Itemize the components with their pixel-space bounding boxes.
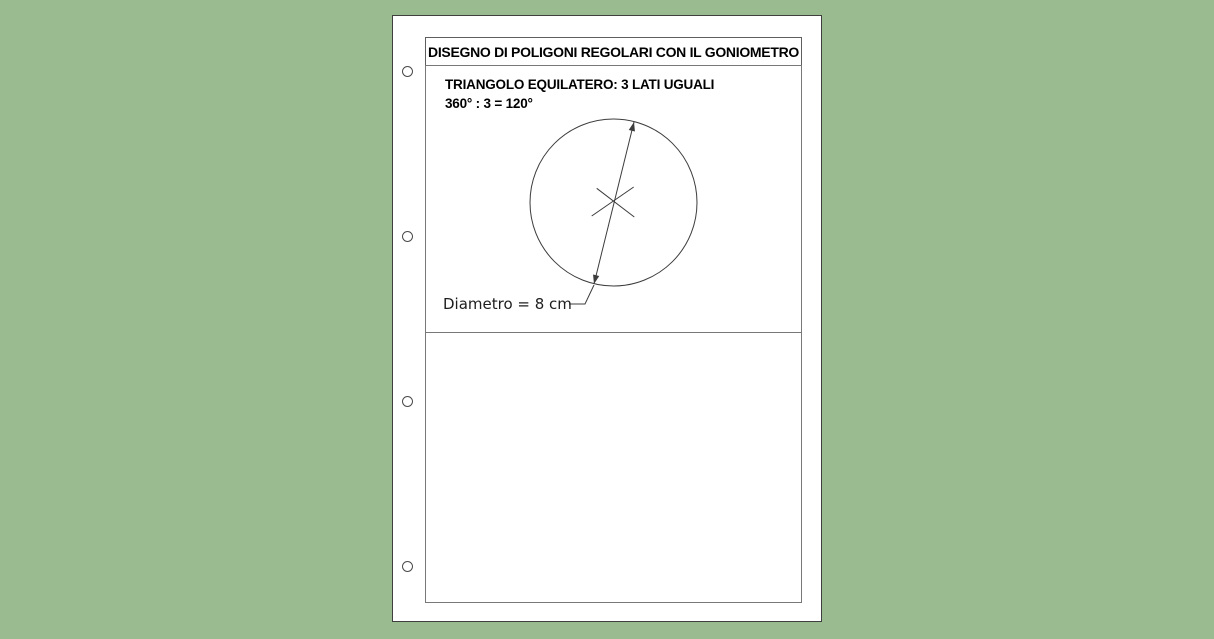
punch-hole [402,561,413,572]
section-empty-box [425,332,802,603]
worksheet-title: DISEGNO DI POLIGONI REGOLARI CON IL GONIOMETRO [428,43,799,60]
worksheet-page [392,15,822,622]
diameter-label: Diametro = 8 cm [443,295,572,313]
punch-hole [402,231,413,242]
section-triangle-box [425,65,802,333]
punch-hole [402,396,413,407]
punch-hole [402,66,413,77]
worksheet-title-box [425,37,802,66]
section-triangle-text [445,75,714,113]
section-triangle-heading: TRIANGOLO EQUILATERO: 3 LATI UGUALI [445,77,715,92]
section-triangle-formula: 360° : 3 = 120° [445,96,533,111]
